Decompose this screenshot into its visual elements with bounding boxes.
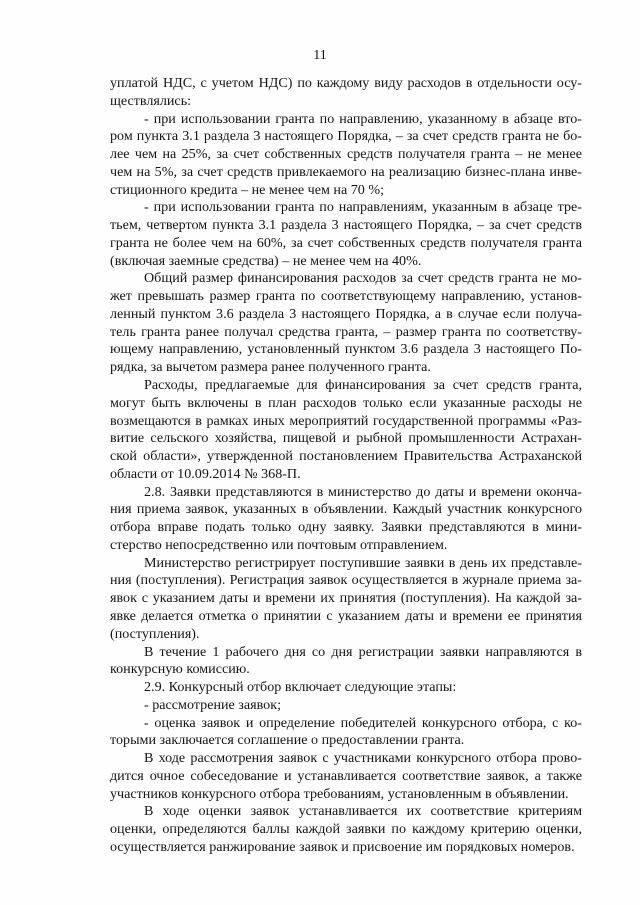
- text-line: ской области», утвержденной постановлением Правительства Астраханской: [110, 448, 582, 465]
- text-line: ния (поступления). Регистрация заявок осуществляется в журнале приема за-: [110, 572, 582, 589]
- document-body: [110, 75, 582, 857]
- text-line: В течение 1 рабочего дня со дня регистрации заявки направляются в: [144, 643, 582, 660]
- text-line: чем на 5%, за счет средств привлекаемого на реализацию бизнес-плана инве-: [110, 163, 582, 180]
- text-line: - оценка заявок и определение победителей конкурсного отбора, с ко-: [144, 714, 582, 731]
- text-line: стиционного кредита – не менее чем на 70 %;: [110, 181, 385, 198]
- page-number: 11: [313, 48, 327, 63]
- text-line: ющему направлению, установленный пунктом 3.6 раздела 3 настоящего По-: [110, 341, 582, 358]
- text-line: Общий размер финансирования расходов за счет средств гранта не мо-: [144, 270, 582, 287]
- text-line: ленный пунктом 3.6 раздела 3 настоящего Порядка, а в случае если получа-: [110, 305, 582, 322]
- text-line: дится очное собеседование и устанавливается соответствие заявок, а также: [110, 767, 582, 784]
- text-line: тель гранта ранее получал средства гранта, – размер гранта по соответству-: [110, 323, 582, 340]
- text-line: области от 10.09.2014 № 368-П.: [110, 465, 301, 482]
- text-line: Министерство регистрирует поступившие заявки в день их представле-: [144, 554, 582, 571]
- text-line: 2.8. Заявки представляются в министерство до даты и времени оконча-: [144, 483, 582, 500]
- text-line: - рассмотрение заявок;: [144, 696, 281, 713]
- text-line: лее чем на 25%, за счет собственных средств получателя гранта – не менее: [110, 146, 582, 163]
- text-line: ществлялись:: [110, 92, 192, 109]
- text-line: уплатой НДС, с учетом НДС) по каждому виду расходов в отдельности осу-: [110, 75, 582, 91]
- text-line: В ходе оценки заявок устанавливается их соответствие критериям: [144, 803, 582, 820]
- text-line: стерство непосредственно или почтовым отправлением.: [110, 536, 448, 553]
- text-line: явок с указанием даты и времени их принятия (поступления). На каждой за-: [110, 590, 582, 607]
- text-line: (поступления).: [110, 625, 200, 642]
- text-line: тьем, четвертом пункта 3.1 раздела 3 настоящего Порядка, – за счет средств: [110, 217, 582, 234]
- text-line: В ходе рассмотрения заявок с участниками конкурсного отбора прово-: [144, 750, 582, 767]
- text-line: рядка, за вычетом размера ранее полученного гранта.: [110, 359, 431, 376]
- text-line: могут быть включены в план расходов только если указанные расходы не: [110, 394, 582, 411]
- text-line: жет превышать размер гранта по соответствующему направлению, установ-: [110, 288, 582, 305]
- text-line: ром пункта 3.1 раздела 3 настоящего Порядка, – за счет средств гранта не бо-: [110, 128, 582, 145]
- text-line: участников конкурсного отбора требованиям, установленным в объявлении.: [110, 785, 569, 802]
- text-line: оценки, определяются баллы каждой заявки по каждому критерию оценки,: [110, 821, 582, 838]
- text-line: - при использовании гранта по направлениям, указанным в абзаце тре-: [144, 199, 582, 216]
- text-line: отбора вправе подать только одну заявку. Заявки представляются в мини-: [110, 519, 582, 536]
- text-line: конкурсную комиссию.: [110, 661, 250, 678]
- text-line: (включая заемные средства) – не менее чем на 40%.: [110, 252, 422, 269]
- text-line: возмещаются в рамках иных мероприятий государственной программы «Раз-: [110, 412, 582, 429]
- text-line: торыми заключается соглашение о предоставлении гранта.: [110, 732, 465, 749]
- text-line: явке делается отметка о принятии с указанием даты и времени ее принятия: [110, 607, 582, 624]
- text-line: ния приема заявок, указанных в объявлении. Каждый участник конкурсного: [110, 501, 582, 518]
- text-line: осуществляется ранжирование заявок и присвоение им порядковых номеров.: [110, 838, 575, 855]
- text-line: витие сельского хозяйства, пищевой и рыбной промышленности Астрахан-: [110, 430, 582, 447]
- text-line: 2.9. Конкурсный отбор включает следующие этапы:: [144, 679, 457, 696]
- text-line: - при использовании гранта по направлению, указанному в абзаце вто-: [144, 110, 582, 127]
- text-line: гранта не более чем на 60%, за счет собственных средств получателя гранта: [110, 234, 582, 251]
- text-line: Расходы, предлагаемые для финансирования за счет средств гранта,: [144, 377, 582, 394]
